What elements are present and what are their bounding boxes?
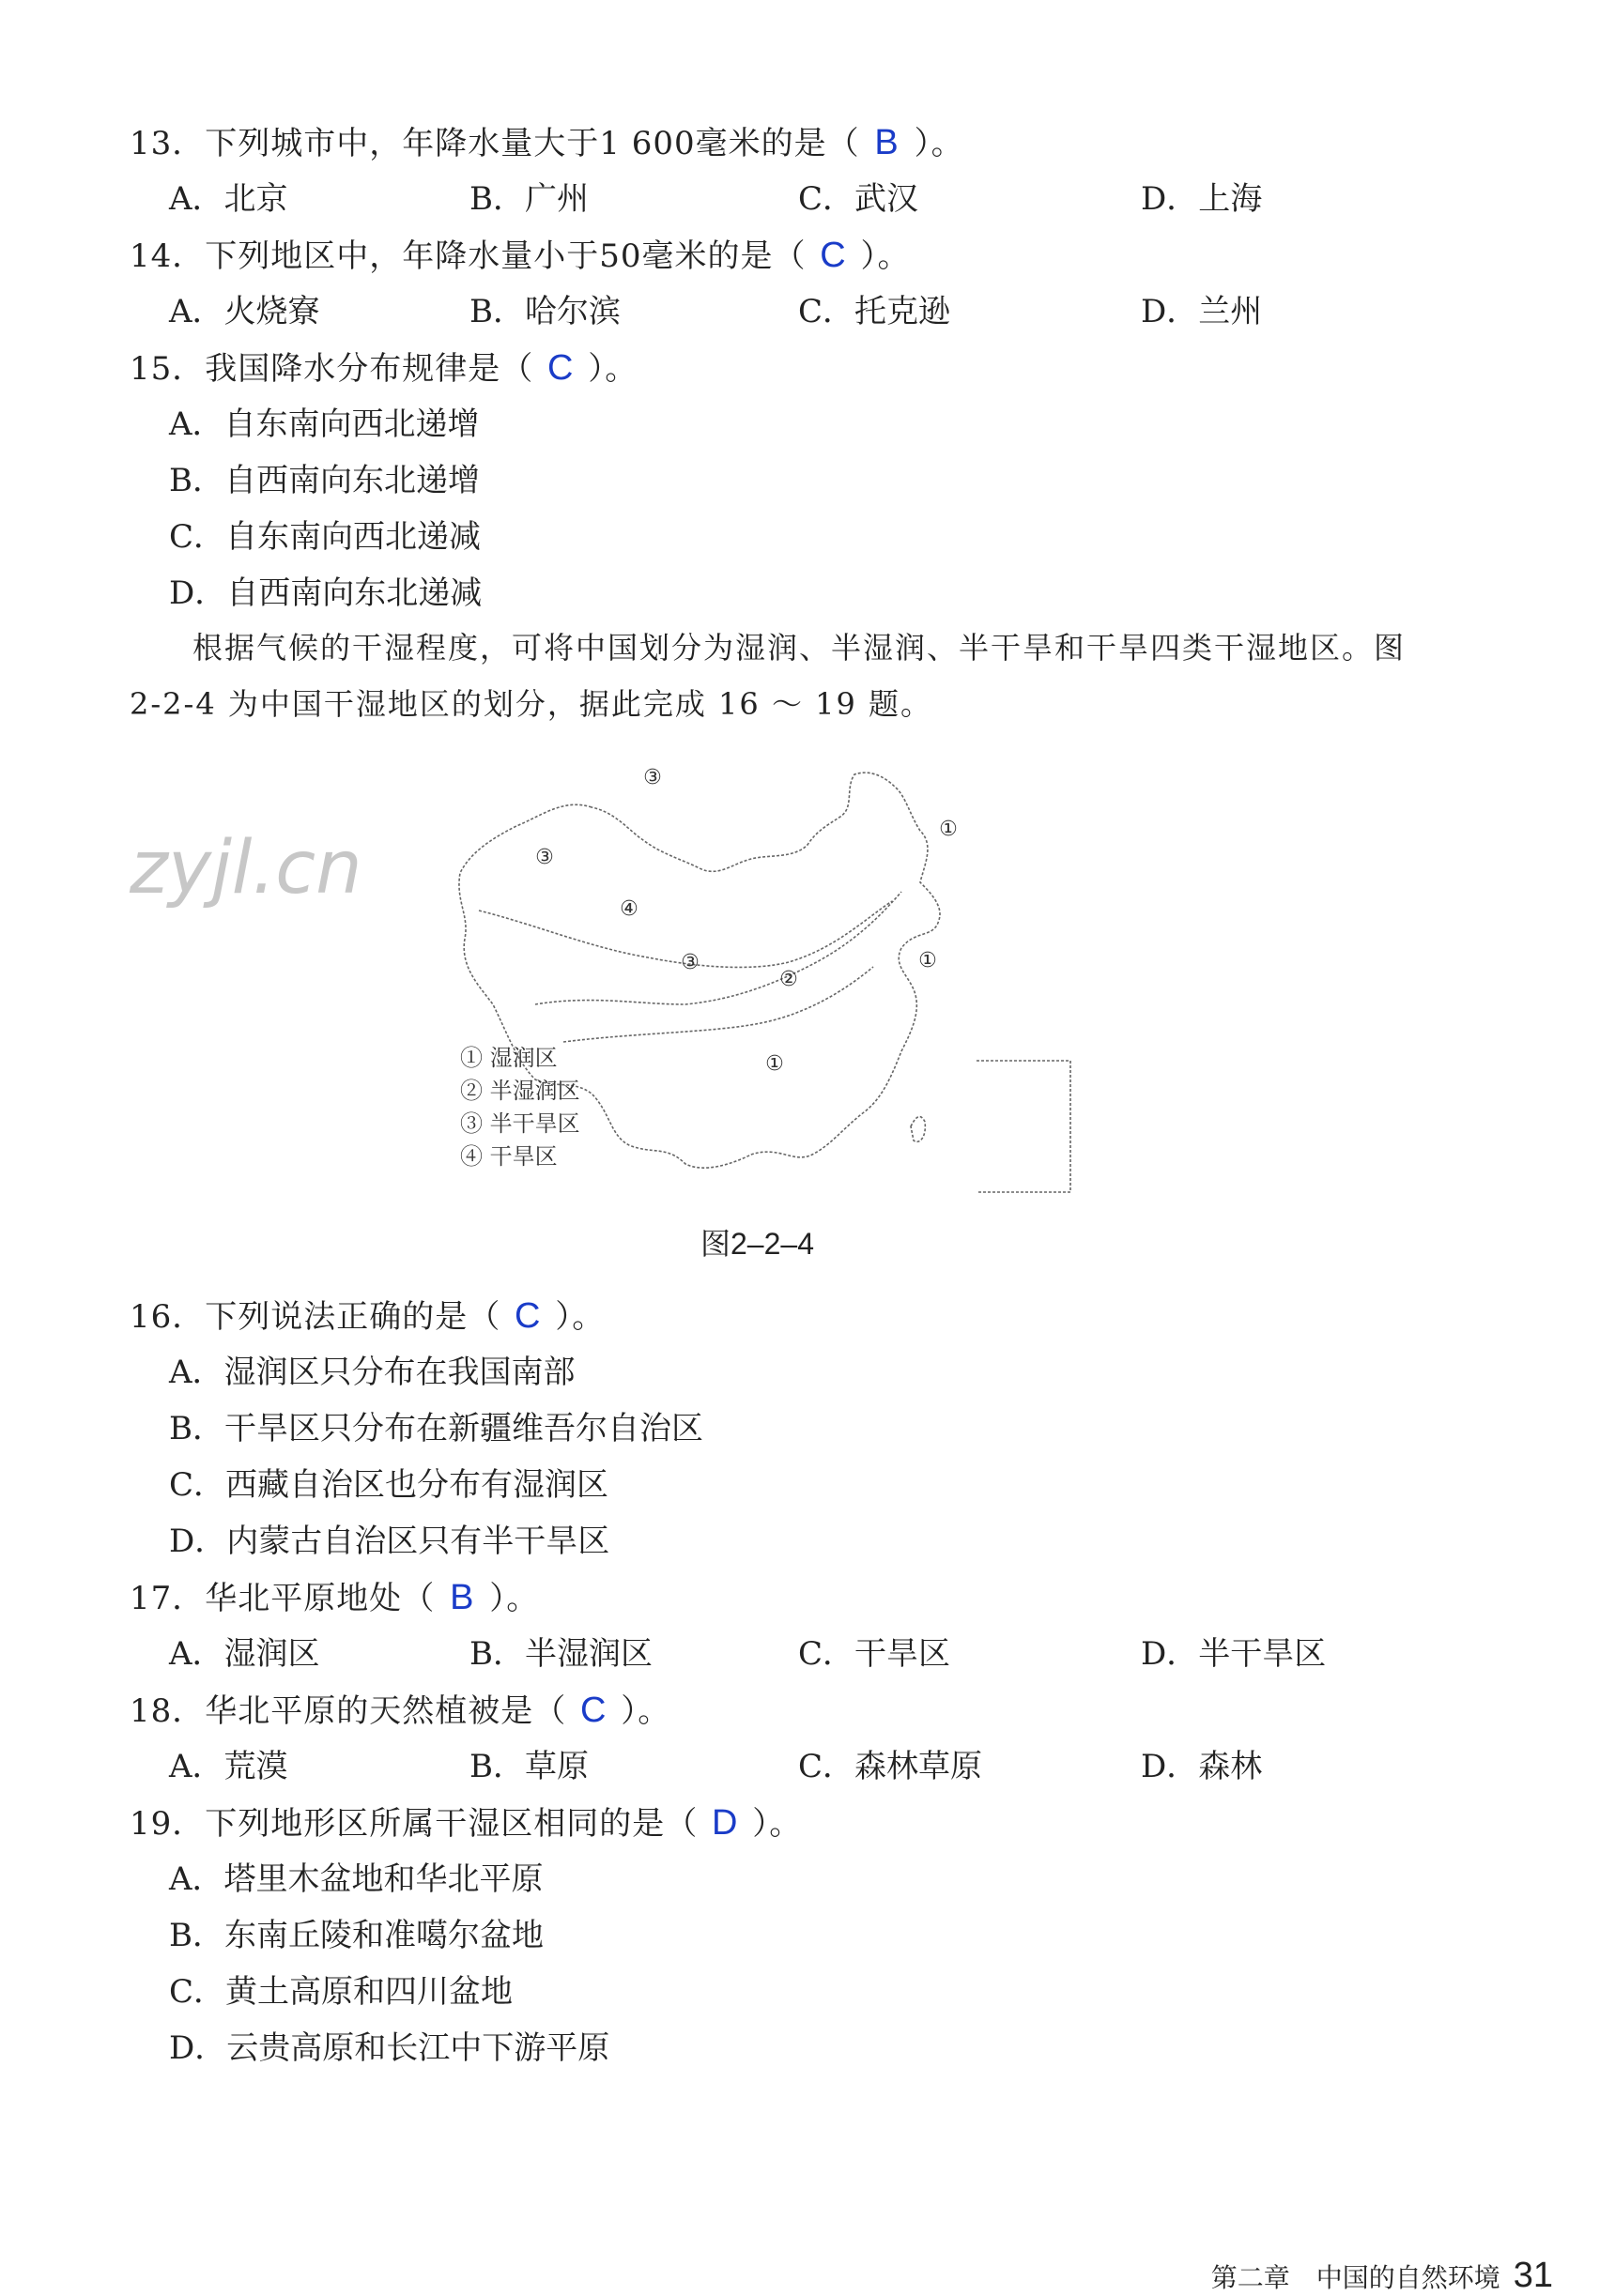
- question-14-answer: C: [820, 236, 847, 275]
- question-16-answer: C: [515, 1296, 542, 1336]
- intro-line-1: 根据气候的干湿程度，可将中国划分为湿润、半湿润、半干旱和干旱四类干湿地区。图: [192, 630, 1407, 666]
- question-15-option-a: A．自东南向西北递增: [169, 406, 480, 443]
- question-14-option-c: C．托克逊: [798, 293, 951, 330]
- chapter-title: 第二章 中国的自然环境: [1210, 2263, 1500, 2292]
- question-15-stem: 15．我国降水分布规律是（: [130, 350, 534, 388]
- legend-semi-humid: ② 半湿润区: [460, 1078, 580, 1104]
- figure-caption: 图2–2–4: [700, 1227, 814, 1261]
- question-18: 18．华北平原的天然植被是（ C ）。: [130, 1691, 671, 1730]
- watermark: zyjl.cn: [130, 826, 362, 911]
- question-19-option-c: C．黄土高原和四川盆地: [169, 1973, 514, 2011]
- question-17-option-c: C．干旱区: [798, 1635, 951, 1673]
- question-14-option-d: D．兰州: [1141, 293, 1263, 330]
- question-18-option-d: D．森林: [1141, 1748, 1263, 1785]
- question-16: 16．下列说法正确的是（ C ）。: [130, 1296, 606, 1336]
- legend-semi-arid: ③ 半干旱区: [460, 1110, 580, 1137]
- question-15-option-c: C．自东南向西北递减: [169, 518, 482, 556]
- question-17-stem: 17．华北平原地处（: [130, 1580, 436, 1617]
- question-17: 17．华北平原地处（ B ）。: [130, 1578, 540, 1617]
- map-label-3-north: ③: [643, 766, 662, 789]
- question-19-option-a: A．塔里木盆地和华北平原: [169, 1860, 544, 1898]
- question-13-option-c: C．武汉: [798, 180, 919, 218]
- question-16-option-d: D．内蒙古自治区只有半干旱区: [169, 1523, 610, 1560]
- question-19-stem: 19．下列地形区所属干湿区相同的是（: [130, 1805, 699, 1843]
- map-label-1-northeast: ①: [939, 818, 958, 841]
- question-19-option-d: D．云贵高原和长江中下游平原: [169, 2029, 610, 2067]
- page-footer: [1211, 2256, 1553, 2296]
- question-16-option-c: C．西藏自治区也分布有湿润区: [169, 1466, 609, 1504]
- question-16-option-a: A．湿润区只分布在我国南部: [169, 1354, 576, 1391]
- question-19: 19．下列地形区所属干湿区相同的是（ D ）。: [130, 1803, 803, 1843]
- intro-line-2: 2-2-4 为中国干湿地区的划分，据此完成 16 ～ 19 题。: [130, 686, 933, 722]
- question-17-option-d: D．半干旱区: [1141, 1635, 1327, 1673]
- map-label-2: ②: [779, 968, 798, 991]
- question-14-option-b: B．哈尔滨: [469, 293, 621, 330]
- question-16-stem: 16．下列说法正确的是（: [130, 1298, 501, 1336]
- legend-arid: ④ 干旱区: [460, 1143, 558, 1170]
- question-14: 14．下列地区中，年降水量小于50毫米的是（ C ）。: [130, 236, 911, 275]
- question-18-option-a: A．荒漠: [169, 1748, 288, 1785]
- map-label-1-east: ①: [918, 949, 937, 972]
- question-13-stem: 13．下列城市中，年降水量大于1 600毫米的是（: [130, 125, 860, 162]
- china-dry-wet-map: [451, 751, 1089, 1202]
- question-15: 15．我国降水分布规律是（ C ）。: [130, 348, 638, 388]
- question-19-answer: D: [712, 1803, 739, 1843]
- question-18-option-b: B．草原: [469, 1748, 589, 1785]
- question-16-option-b: B．干旱区只分布在新疆维吾尔自治区: [169, 1410, 703, 1447]
- map-label-1-south: ①: [765, 1052, 784, 1076]
- question-13-option-d: D．上海: [1141, 180, 1263, 218]
- question-13: 13．下列城市中，年降水量大于1 600毫米的是（ B ）。: [130, 123, 964, 162]
- question-13-answer: B: [874, 123, 900, 162]
- question-19-option-b: B．东南丘陵和准噶尔盆地: [169, 1917, 544, 1954]
- question-13-option-a: A．北京: [169, 180, 288, 218]
- question-13-option-b: B．广州: [469, 180, 589, 218]
- question-18-option-c: C．森林草原: [798, 1748, 983, 1785]
- legend-humid: ① 湿润区: [460, 1045, 558, 1071]
- question-14-option-a: A．火烧寮: [169, 293, 320, 330]
- question-17-option-b: B．半湿润区: [469, 1635, 653, 1673]
- map-label-3-center: ③: [681, 951, 700, 974]
- question-14-stem: 14．下列地区中，年降水量小于50毫米的是（: [130, 237, 807, 275]
- question-17-answer: B: [450, 1578, 475, 1617]
- map-label-4: ④: [620, 897, 638, 921]
- page-number: 31: [1513, 2256, 1553, 2295]
- question-15-option-b: B．自西南向东北递增: [169, 462, 480, 499]
- question-17-option-a: A．湿润区: [169, 1635, 320, 1673]
- question-18-stem: 18．华北平原的天然植被是（: [130, 1692, 567, 1730]
- question-15-answer: C: [547, 348, 575, 388]
- question-15-option-d: D．自西南向东北递减: [169, 574, 483, 612]
- map-outline: [451, 751, 1089, 1202]
- question-18-answer: C: [580, 1691, 608, 1730]
- map-label-3-west: ③: [535, 846, 554, 869]
